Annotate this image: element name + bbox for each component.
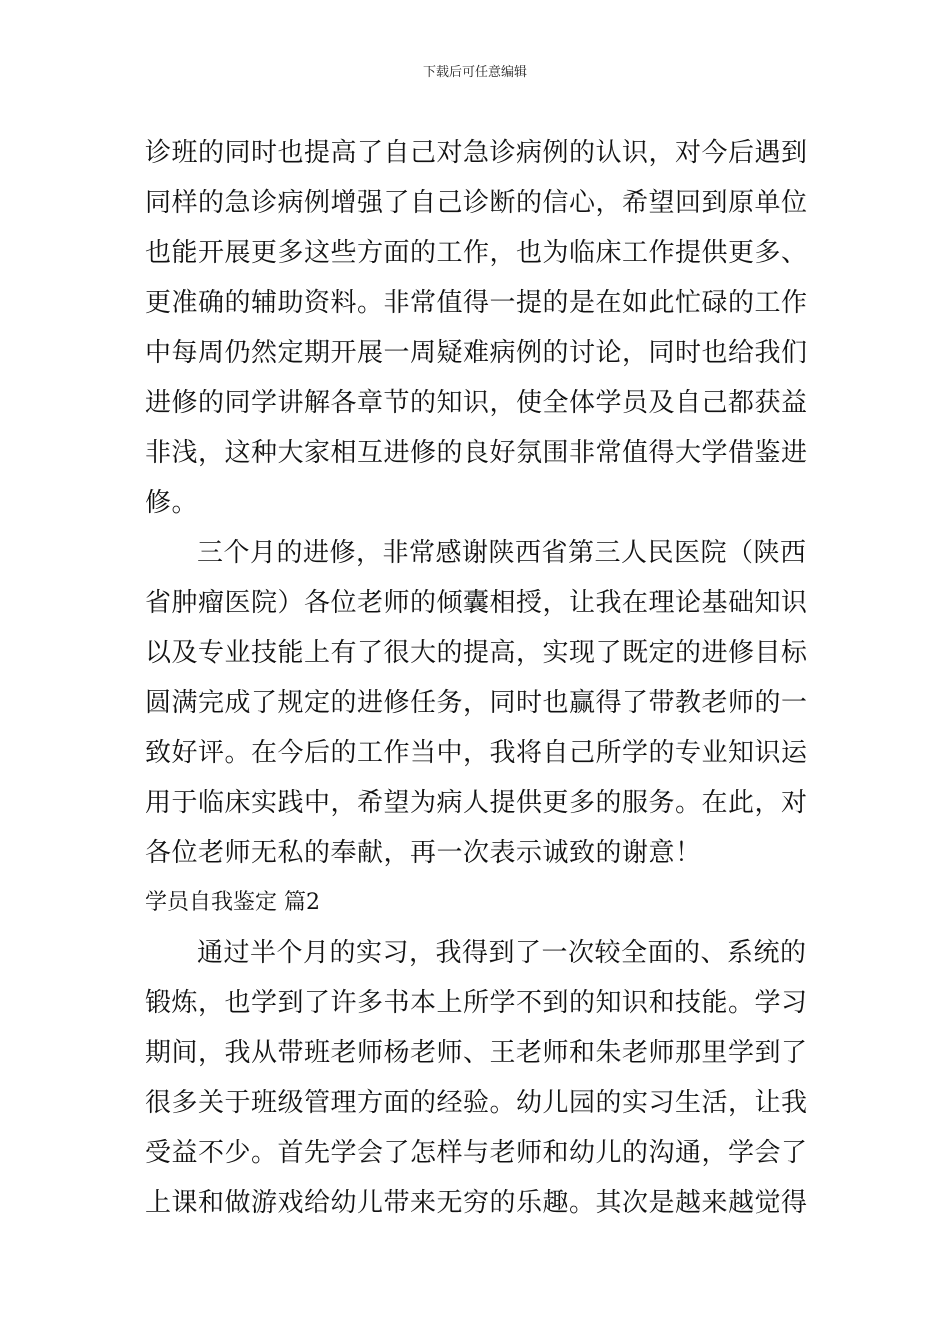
- text-line: 更准确的辅助资料。非常值得一提的是在如此忙碌的工作: [145, 288, 808, 318]
- text-line: 以及专业技能上有了很大的提高，实现了既定的进修目标: [145, 638, 808, 668]
- text-line: 致好评。在今后的工作当中，我将自己所学的专业知识运: [145, 738, 808, 768]
- text-line: 诊班的同时也提高了自己对急诊病例的认识，对今后遇到: [145, 138, 808, 168]
- text-line: 受益不少。首先学会了怎样与老师和幼儿的沟通，学会了: [145, 1138, 808, 1168]
- section-heading: 学员自我鉴定 篇2: [145, 890, 320, 915]
- text-line: 圆满完成了规定的进修任务，同时也赢得了带教老师的一: [145, 688, 808, 718]
- text-line: 各位老师无私的奉献，再一次表示诚致的谢意！: [145, 838, 702, 868]
- text-line: 用于临床实践中，希望为病人提供更多的服务。在此，对: [145, 788, 808, 818]
- text-line: 同样的急诊病例增强了自己诊断的信心，希望回到原单位: [145, 188, 808, 218]
- text-line: 也能开展更多这些方面的工作，也为临床工作提供更多、: [145, 238, 808, 268]
- text-line: 很多关于班级管理方面的经验。幼儿园的实习生活，让我: [145, 1088, 808, 1118]
- text-line: 锻炼，也学到了许多书本上所学不到的知识和技能。学习: [145, 988, 808, 1018]
- text-line: 省肿瘤医院）各位老师的倾囊相授，让我在理论基础知识: [145, 588, 808, 618]
- text-line: 进修的同学讲解各章节的知识，使全体学员及自己都获益: [145, 388, 808, 418]
- text-line: 期间，我从带班老师杨老师、王老师和朱老师那里学到了: [145, 1038, 808, 1068]
- paragraph-start-line: 三个月的进修，非常感谢陕西省第三人民医院（陕西: [197, 538, 807, 568]
- page-header: 下载后可任意编辑: [422, 65, 527, 80]
- text-line: 非浅，这种大家相互进修的良好氛围非常值得大学借鉴进: [145, 438, 808, 468]
- text-line: 上课和做游戏给幼儿带来无穷的乐趣。其次是越来越觉得: [145, 1188, 808, 1218]
- text-line: 中每周仍然定期开展一周疑难病例的讨论，同时也给我们: [145, 338, 808, 368]
- document-body: [145, 128, 810, 1228]
- text-line: 修。: [145, 488, 199, 518]
- paragraph-start-line: 通过半个月的实习，我得到了一次较全面的、系统的: [197, 938, 807, 968]
